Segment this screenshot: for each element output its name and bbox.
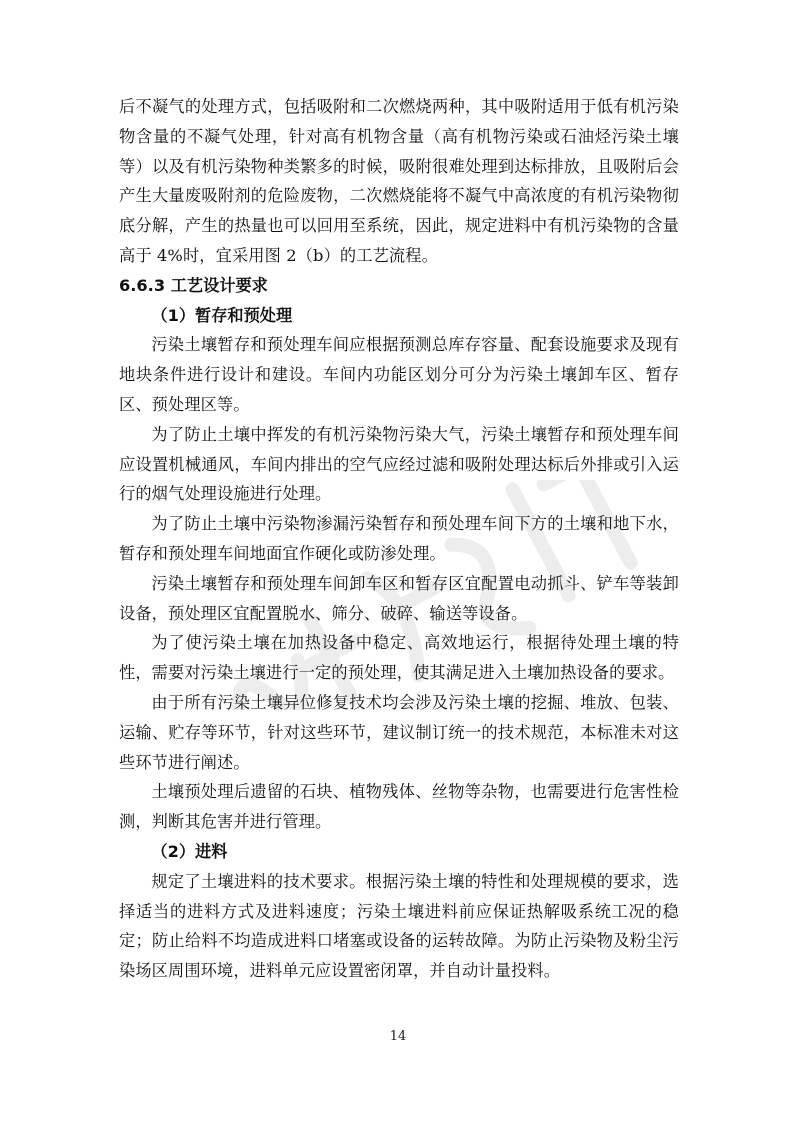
page-number: 14: [389, 1029, 407, 1044]
section-heading-6-6-3: 6.6.3 工艺设计要求: [119, 275, 268, 295]
paragraph-anti-seepage: 为了防止土壤中污染物渗漏污染暂存和预处理车间下方的土壤和地下水，暂存和预处理车间地面宜作硬化或防渗处理。: [119, 514, 679, 563]
page-content: [119, 92, 679, 986]
paragraph-equipment: 污染土壤暂存和预处理车间卸车区和暂存区宜配置电动抓斗、铲车等装卸设备，预处理区宜配置脱水、筛分、破碎、输送等设备。: [119, 573, 679, 623]
paragraph-pretreatment: 为了使污染土壤在加热设备中稳定、高效地运行，根据待处理土壤的特性，需要对污染土壤进行一定的预处理，使其满足进入土壤加热设备的要求。: [119, 633, 679, 683]
paragraph-technical-specs: 由于所有污染土壤异位修复技术均会涉及污染土壤的挖掘、堆放、包装、运输、贮存等环节，针对这些环节，建议制订统一的技术规范，本标准未对这些环节进行阐述。: [119, 692, 679, 772]
paragraph-residue: 土壤预处理后遗留的石块、植物残体、丝物等杂物，也需要进行危害性检测，判断其危害并进行管理。: [119, 782, 679, 832]
subsection-heading-storage-pretreatment: （1）暂存和预处理: [151, 305, 293, 325]
paragraph-continuation: 后不凝气的处理方式，包括吸附和二次燃烧两种，其中吸附适用于低有机污染物含量的不凝气处理，针对高有机物含量（高有机物污染或石油烃污染土壤等）以及有机污染物种类繁多的时候，吸附很难处理到达标排放，且吸附后会产生大量废吸附剂的危险废物，二次燃烧能将不凝气中高浓度的有机污染物彻底分解，产生的热量也可以回用至系统，因此，规定进料中有机污染物的含量高于 4%时，宜采用图 2（b）的工艺流程。: [119, 97, 679, 265]
paragraph-ventilation: 为了防止土壤中挥发的有机污染物污染大气，污染土壤暂存和预处理车间应设置机械通风，车间内排出的空气应经过滤和吸附处理达标后外排或引入运行的烟气处理设施进行处理。: [119, 424, 679, 504]
paragraph-workshop-design: 污染土壤暂存和预处理车间应根据预测总库存容量、配套设施要求及现有地块条件进行设计和建设。车间内功能区划分可分为污染土壤卸车区、暂存区、预处理区等。: [119, 335, 679, 414]
paragraph-feeding: 规定了土壤进料的技术要求。根据污染土壤的特性和处理规模的要求，选择适当的进料方式及进料速度；污染土壤进料前应保证热解吸系统工况的稳定；防止给料不均造成进料口堵塞或设备的运转故障。为防止污染物及粉尘污染场区周围环境，进料单元应设置密闭罩，并自动计量投料。: [119, 871, 679, 981]
subsection-heading-feeding: （2）进料: [151, 841, 228, 861]
